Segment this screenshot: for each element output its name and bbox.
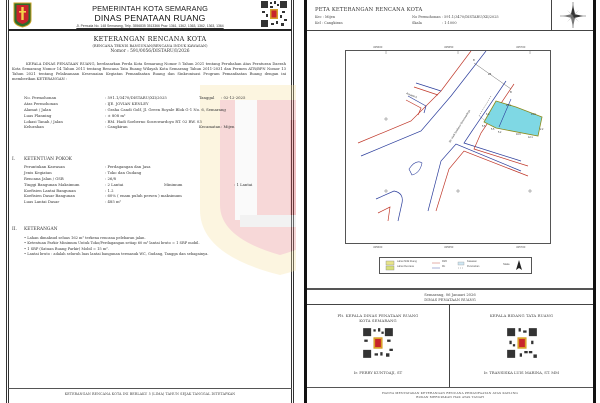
field-label: Minimum xyxy=(164,181,183,187)
field-label: Kecamatan xyxy=(199,124,221,130)
svg-text:5.5: 5.5 xyxy=(491,128,495,131)
disclaimer-line: HANYA MENYATAKAN KETERANGAN RENCANA PEMANFAATAN ATAS KAVLING xyxy=(382,391,518,395)
x-tick: 435700 xyxy=(516,245,526,249)
signer-name: Ir. FERRY KUNTOAJI, ST xyxy=(353,370,403,375)
x-tick: 435600 xyxy=(373,245,383,249)
section-number: II. xyxy=(12,227,17,232)
x-tick: 435650 xyxy=(444,245,454,249)
field-label: Jenis Kegiatan xyxy=(24,169,52,175)
field-label: No. Permohonan xyxy=(24,95,57,100)
skala-value: : 1:1000 xyxy=(441,20,457,25)
signer-role xyxy=(307,313,449,323)
signer-role-line xyxy=(450,318,593,323)
section-title: KETERANGAN xyxy=(24,227,58,232)
dimension-label: 26 xyxy=(488,72,492,76)
map-meta-left xyxy=(315,15,343,26)
legend-scale-label: Skala xyxy=(503,263,510,266)
permohonan-label: No Permohonan : 591.1/3470/DISTARU/XII/2025 xyxy=(412,15,499,19)
signer-role-line: KEPALA BIDANG TATA RUANG xyxy=(489,313,554,318)
compass-rose-icon xyxy=(560,2,586,28)
signer-role-line: KOTA SEMARANG xyxy=(359,318,397,323)
map-meta-right xyxy=(412,15,499,26)
legend-labels-3 xyxy=(467,260,479,269)
legend-item: Lahan Milik Ruang xyxy=(397,260,417,263)
svg-text:6.3: 6.3 xyxy=(486,113,490,116)
street-label: Amarta II xyxy=(405,91,418,100)
svg-text:10.6: 10.6 xyxy=(516,133,521,136)
field-value: : 1 Lantai xyxy=(234,181,253,187)
note-item: • Ketentuan Parkir Minimum Untuk Toko/Perdagangan setiap 60 m² lantai bruto = 1 SRP mobil. xyxy=(24,241,200,246)
signature-area xyxy=(307,304,593,386)
legend-item: RMJ xyxy=(442,260,447,263)
disclaimer-footer xyxy=(307,387,593,400)
letterhead-line2: DINAS PENATAAN RUANG xyxy=(94,13,206,23)
field-value: : 485 m² xyxy=(105,199,122,205)
ketentuan-fields xyxy=(24,164,284,205)
field-value: : 26/8 xyxy=(105,175,117,181)
signer-name: Ir. TRANSISKA LUIS MARINA, ST. MM xyxy=(483,370,560,375)
svg-text:14.0: 14.0 xyxy=(531,113,536,116)
kecamatan-label: Kec : Mijen xyxy=(315,15,336,19)
x-tick: 435600 xyxy=(373,45,383,49)
skala-label: Skala xyxy=(412,20,422,25)
place-date-block xyxy=(307,288,593,303)
document-title: KETERANGAN RENCANA KOTA xyxy=(93,35,207,43)
field-label: Tanggal xyxy=(199,95,215,100)
field-value: : Graha Candi Golf, Jl. Green Royale Blok G-1 No. 6, Semarang xyxy=(105,106,226,112)
field-label: Koefisien Lantai Bangunan xyxy=(24,187,76,193)
field-label: Luas Lantai Dasar xyxy=(24,199,60,205)
field-label: Koefisien Dasar Bangunan xyxy=(24,193,75,199)
note-item: • 1 SRP (Satuan Ruang Parkir) Mobil = 15 m². xyxy=(24,246,109,251)
field-label: Tinggi Bangunan Maksimum xyxy=(24,181,80,187)
x-tick: 435700 xyxy=(516,45,526,49)
qr-code-icon xyxy=(260,0,288,28)
svg-text:8: 8 xyxy=(510,90,512,94)
section-title: KETENTUAN POKOK xyxy=(24,157,72,162)
note-item: • Lahan dimaksud seluas 162 m² terkena rencana pelebaran jalan. xyxy=(24,236,146,240)
field-value: : IJE. JOVIAN KENLEY xyxy=(105,100,149,106)
map-legend xyxy=(379,257,532,274)
svg-text:8: 8 xyxy=(473,58,475,62)
field-value: : Cangkiran xyxy=(105,124,128,130)
field-label: Kelurahan xyxy=(24,124,44,130)
field-value: : Perdagangan dan Jasa xyxy=(105,164,151,169)
map-header xyxy=(307,0,593,31)
map-drawing xyxy=(346,51,550,243)
kelurahan-label: Kel : Cangkiran xyxy=(315,20,343,25)
field-value: : Toko dan Gudang xyxy=(105,169,142,175)
field-row xyxy=(24,199,284,205)
field-label: Luas Planning xyxy=(24,112,52,118)
svg-text:12.1: 12.1 xyxy=(528,136,533,139)
signature-kepala-bidang xyxy=(450,305,593,387)
field-label: Peruntukan Kawasan xyxy=(24,164,65,169)
page-gap xyxy=(296,0,304,403)
office-name: DINAS PENATAAN RUANG xyxy=(424,298,476,302)
legend-labels-1 xyxy=(397,260,417,269)
field-value: : 591.1/3470/DISTARU/XII/2025 xyxy=(105,95,167,100)
field-value: : 02-12-2025 xyxy=(221,95,246,100)
keterangan-notes xyxy=(24,236,286,258)
legend-item: Kawasan xyxy=(467,260,477,263)
legend-item: Lahan Rencana xyxy=(397,264,414,268)
skala-row xyxy=(412,21,499,27)
signature-qr-code-icon xyxy=(362,327,394,359)
signature-qr-code-icon xyxy=(506,327,538,359)
place-date: Semarang, 06 Januari 2026 xyxy=(424,293,476,297)
letterhead xyxy=(8,0,292,31)
field-row xyxy=(24,124,284,130)
field-value: : Mijen xyxy=(221,124,235,130)
legend-item: Mc xyxy=(442,264,446,268)
street-label: Jln. Hadi Soebeno Sosrowardoyo xyxy=(448,109,472,144)
legend-item: Perumahan xyxy=(467,264,480,268)
right-page-peta xyxy=(304,0,600,403)
legend-labels-2 xyxy=(442,260,447,269)
document-subtitle: (RENCANA TEKNIS BANGUNAN/RENCANA INDUK KAWASAN) xyxy=(92,44,208,48)
note-item: • Lantai bruto : adalah seluruh luas lantai bangunan termasuk WC, Gudang, Tangga dan sebagainya. xyxy=(24,252,209,257)
field-value: : RM. Hadi Soeberno Sosrowardoyo RT. 02 RW. 03 xyxy=(105,118,202,124)
svg-text:5.5: 5.5 xyxy=(482,125,486,128)
field-value: : 60% ( enam puluh persen ) maksimum xyxy=(105,193,182,199)
disclaimer-line: BUKAN MERUPAKAN HAK ATAS TANAH xyxy=(416,395,484,400)
field-value: : ± 808 m² xyxy=(105,112,126,118)
intro-paragraph: KEPALA DINAS PENATAAN RUANG, berdasarkan Perda Kota Semarang Nomor 5 Tahun 2021 tentang Perubahan Atas Peraturan Daerah Kota Semarang Nomor 14 Tahun 2011 tentang Rencana Tata Ruang Wilayah Kota Semarang Tahun 2011-2031 dan Permen ATR/BPN Nomor 13 Tahun 2021 tentang Pelaksanaan Kesesuaian Kegiatan Pemanfaatan Ruang dan Sinkronisasi Program Pemanfaatan Ruang dengan ini memberikan KETERANGAN : xyxy=(12,62,286,81)
compass-box xyxy=(551,0,593,30)
field-label: Lokasi Tanah / Jalan xyxy=(24,118,63,124)
signer-role-line: Plt. KEPALA DINAS PENATAAN RUANG xyxy=(337,313,419,318)
svg-text:20.1: 20.1 xyxy=(506,104,511,107)
letterhead-address: Jl. Pemuda No. 148 Semarang, Telp. 3556835 3513366 Psw. 1361, 1362, 1363, 1362, 1363, 1364 xyxy=(76,24,224,28)
x-tick: 435650 xyxy=(444,45,454,49)
document-title-block xyxy=(8,35,292,54)
section-number: I. xyxy=(12,157,16,162)
field-label: Atas Permohonan xyxy=(24,100,58,106)
svg-text:2.2: 2.2 xyxy=(540,128,544,131)
map-title: PETA KETERANGAN RENCANA KOTA xyxy=(315,7,423,13)
left-page-keterangan xyxy=(0,0,296,403)
signer-role xyxy=(450,313,593,323)
field-value: : 2 Lantai xyxy=(105,181,124,187)
validity-footer: KETERANGAN RENCANA KOTA INI BERLAKU 5 (LIMA) TAHUN SEJAK TANGGAL DITETAPKAN xyxy=(8,388,292,396)
field-value: : 1.2 xyxy=(105,187,114,193)
applicant-fields xyxy=(24,95,284,130)
letterhead-line1: PEMERINTAH KOTA SEMARANG xyxy=(92,4,208,13)
document-number: Nomor : 591/0056/DISTARU/I/2026 xyxy=(110,49,190,54)
site-map[interactable] xyxy=(345,45,551,249)
field-label: Rencana Jalan / GSB xyxy=(24,175,64,181)
svg-text:5.2: 5.2 xyxy=(498,131,502,134)
signature-kepala-dinas xyxy=(307,305,450,387)
field-label: Alamat / Jalan xyxy=(24,106,52,112)
